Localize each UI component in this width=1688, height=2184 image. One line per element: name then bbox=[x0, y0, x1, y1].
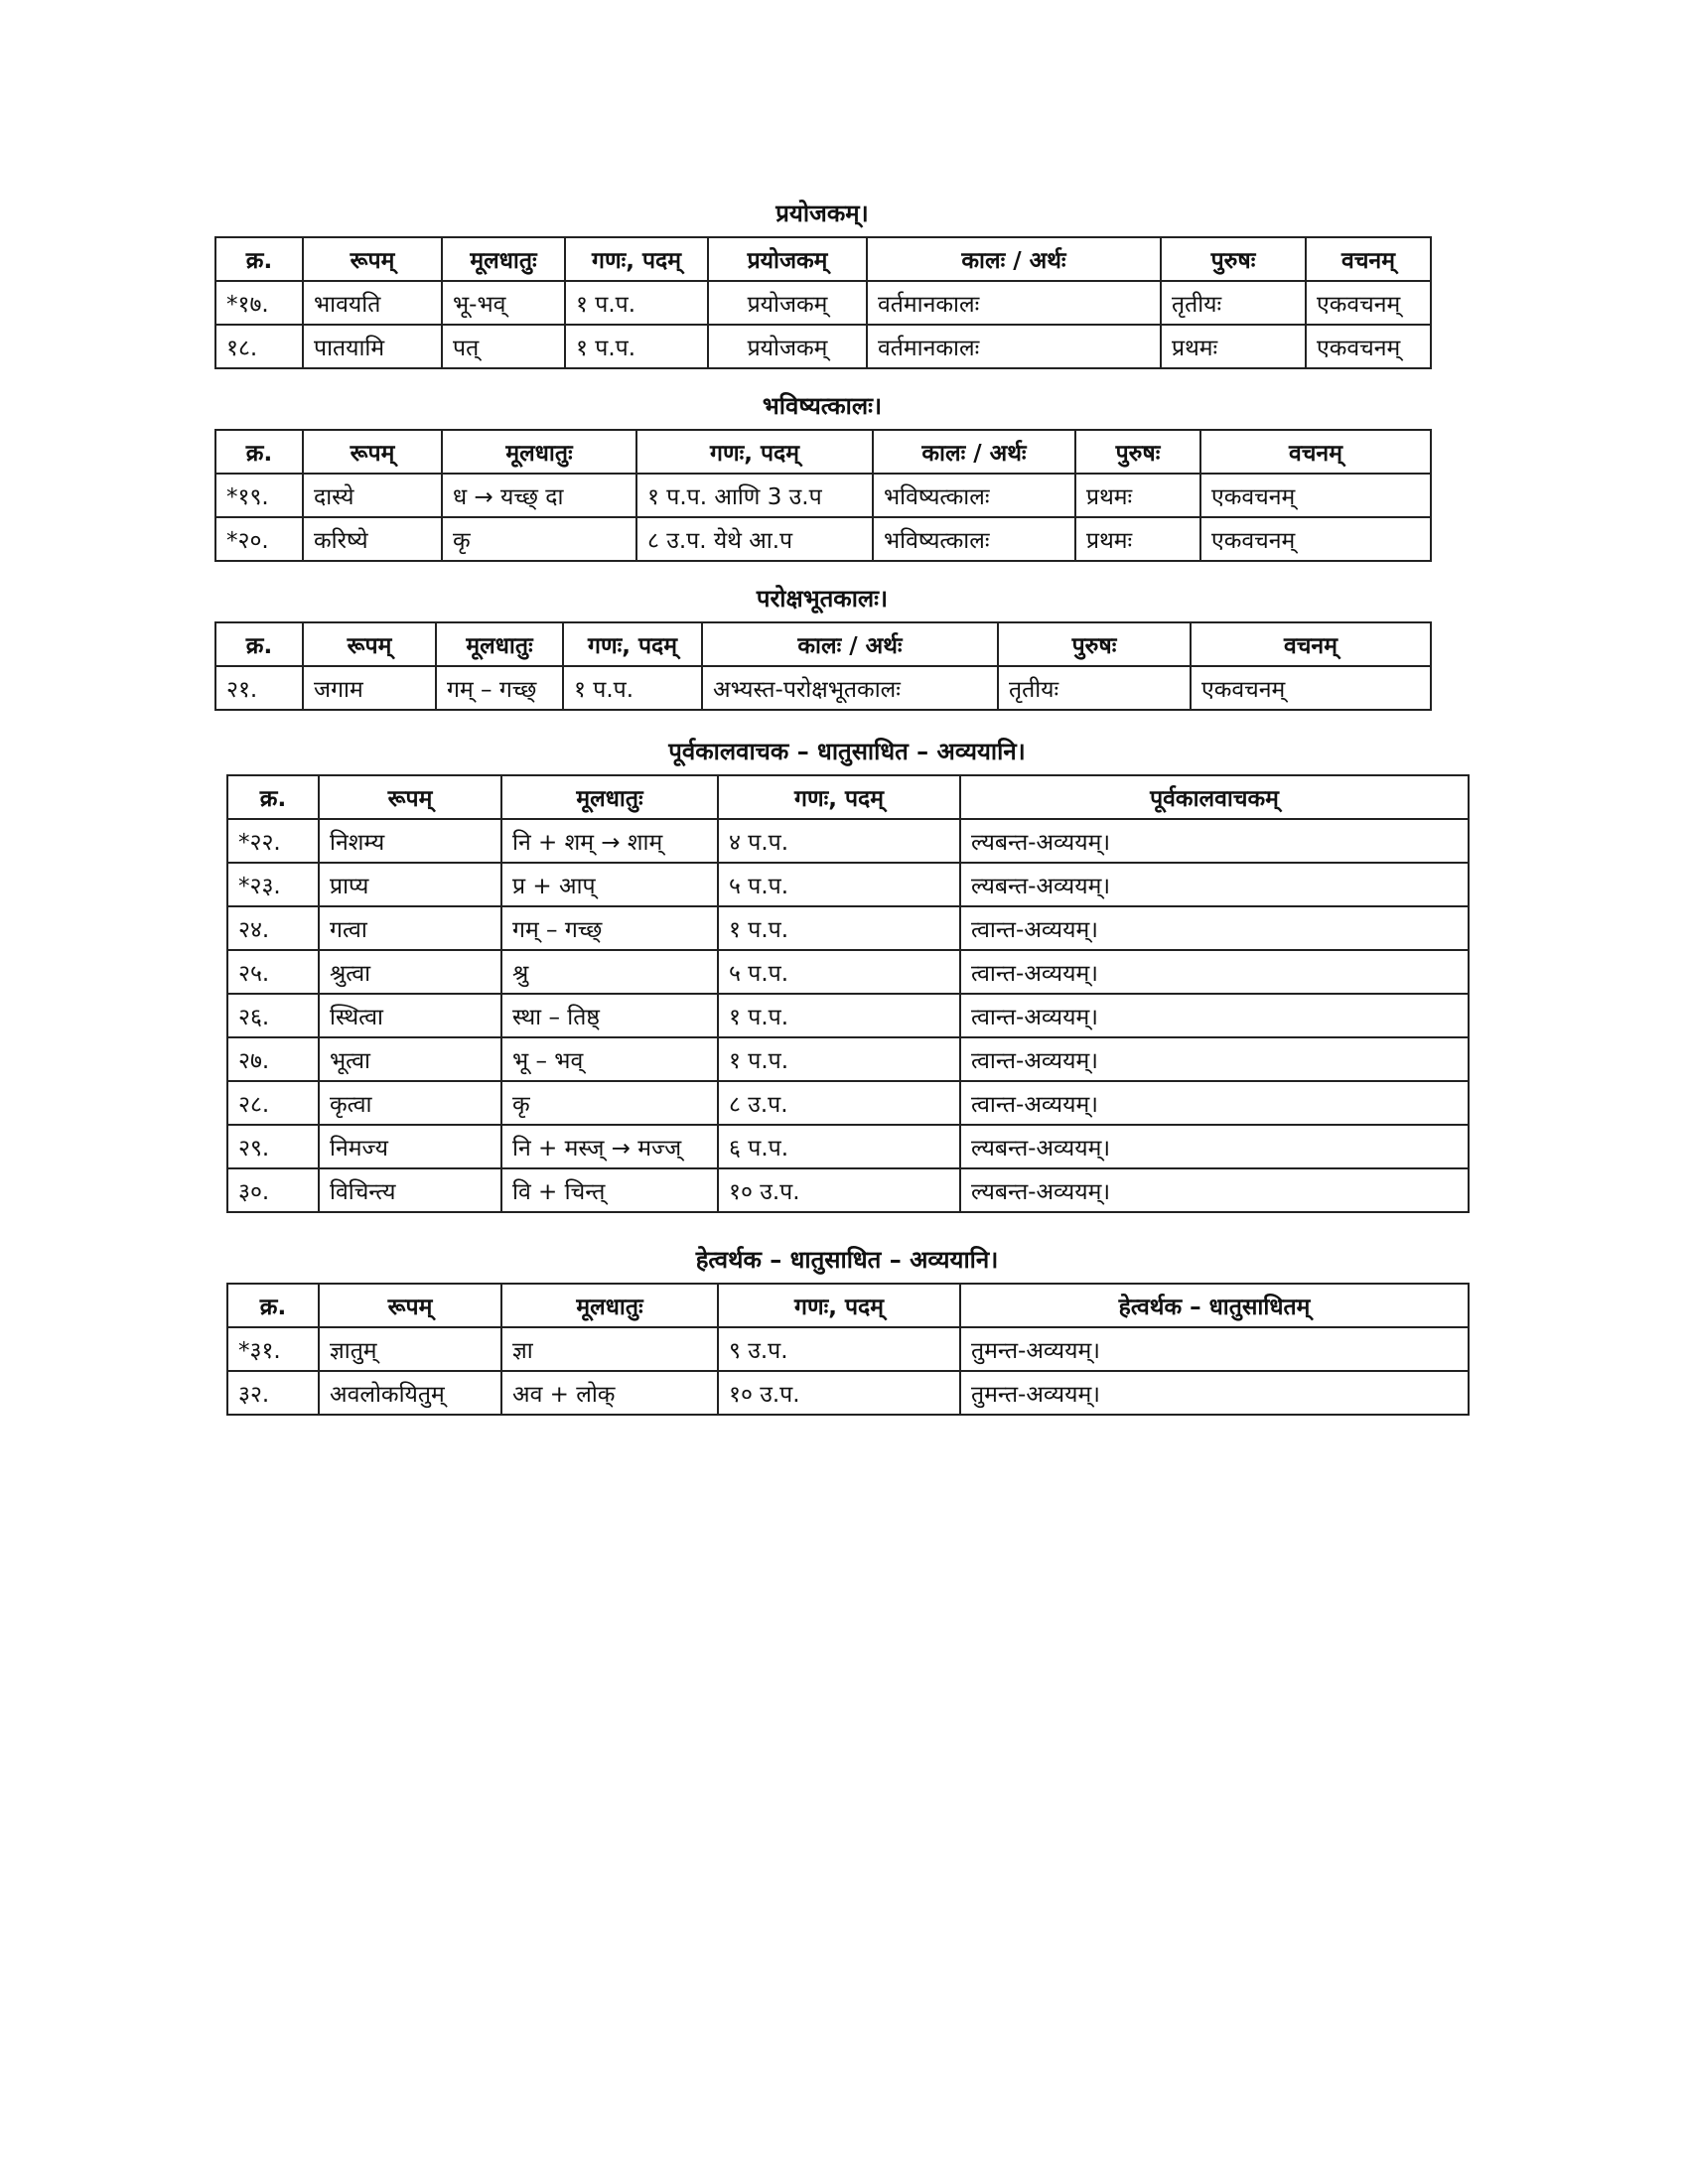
cell-form: करिष्ये bbox=[303, 517, 442, 561]
cell-form: कृत्वा bbox=[319, 1081, 501, 1125]
cell-type: ल्यबन्त-अव्ययम्। bbox=[960, 1125, 1469, 1168]
cell-root: वि + चिन्त् bbox=[501, 1168, 718, 1212]
column-header: मूलधातुः bbox=[442, 430, 636, 474]
cell-number: *३१. bbox=[227, 1327, 319, 1371]
column-header: गणः, पदम् bbox=[718, 1284, 960, 1327]
section-title: प्रयोजकम्। bbox=[775, 200, 869, 227]
cell-type: त्वान्त-अव्ययम्। bbox=[960, 1037, 1469, 1081]
header-row bbox=[227, 1284, 1469, 1327]
cell-number: २९. bbox=[227, 1125, 319, 1168]
cell-form: निमज्य bbox=[319, 1125, 501, 1168]
cell-class: ९ उ.प. bbox=[718, 1327, 960, 1371]
cell-root: भू-भव् bbox=[442, 281, 565, 325]
cell-form: प्राप्य bbox=[319, 863, 501, 906]
column-header: पुरुषः bbox=[1161, 237, 1306, 281]
column-header: गणः, पदम् bbox=[565, 237, 708, 281]
column-header: क्र. bbox=[215, 237, 303, 281]
cell-number-grammar: एकवचनम् bbox=[1306, 325, 1431, 368]
cell-number: २५. bbox=[227, 950, 319, 994]
cell-number-grammar: एकवचनम् bbox=[1200, 517, 1431, 561]
cell-person: तृतीयः bbox=[998, 666, 1191, 710]
cell-type: त्वान्त-अव्ययम्। bbox=[960, 994, 1469, 1037]
column-header: मूलधातुः bbox=[501, 775, 718, 819]
section-prayojakam bbox=[214, 195, 1430, 373]
section-future-tense bbox=[214, 387, 1430, 566]
cell-number: २६. bbox=[227, 994, 319, 1037]
column-header: क्र. bbox=[227, 1284, 319, 1327]
table-row bbox=[227, 1081, 1469, 1125]
table-row bbox=[227, 994, 1469, 1037]
cell-number: *१७. bbox=[215, 281, 303, 325]
column-header: रूपम् bbox=[303, 237, 442, 281]
cell-causative: प्रयोजकम् bbox=[708, 281, 867, 325]
cell-class: १ प.प. bbox=[565, 281, 708, 325]
header-row bbox=[227, 775, 1469, 819]
cell-class: १ प.प. bbox=[718, 1037, 960, 1081]
table-row bbox=[215, 666, 1431, 710]
data-table bbox=[214, 236, 1432, 369]
column-header: कालः / अर्थः bbox=[702, 622, 998, 666]
cell-form: पातयामि bbox=[303, 325, 442, 368]
cell-class: ५ प.प. bbox=[718, 863, 960, 906]
column-header: मूलधातुः bbox=[442, 237, 565, 281]
column-header: प्रयोजकम् bbox=[708, 237, 867, 281]
cell-number: *२०. bbox=[215, 517, 303, 561]
table-row bbox=[227, 1037, 1469, 1081]
cell-class: ५ प.प. bbox=[718, 950, 960, 994]
cell-number: २७. bbox=[227, 1037, 319, 1081]
column-header: वचनम् bbox=[1191, 622, 1431, 666]
cell-class: १० उ.प. bbox=[718, 1168, 960, 1212]
cell-number: ३२. bbox=[227, 1371, 319, 1415]
column-header: गणः, पदम् bbox=[718, 775, 960, 819]
column-header: वचनम् bbox=[1306, 237, 1431, 281]
column-header: कालः / अर्थः bbox=[873, 430, 1075, 474]
table-row bbox=[215, 474, 1431, 517]
cell-causative: प्रयोजकम् bbox=[708, 325, 867, 368]
section-infinitive bbox=[226, 1241, 1468, 1430]
cell-root: गम् – गच्छ् bbox=[436, 666, 563, 710]
table-row bbox=[227, 1125, 1469, 1168]
table-row bbox=[227, 863, 1469, 906]
cell-root: कृ bbox=[501, 1081, 718, 1125]
cell-class: १० उ.प. bbox=[718, 1371, 960, 1415]
cell-person: तृतीयः bbox=[1161, 281, 1306, 325]
cell-type: तुमन्त-अव्ययम्। bbox=[960, 1327, 1469, 1371]
cell-form: जगाम bbox=[303, 666, 436, 710]
cell-type: ल्यबन्त-अव्ययम्। bbox=[960, 1168, 1469, 1212]
cell-person: प्रथमः bbox=[1161, 325, 1306, 368]
cell-type: ल्यबन्त-अव्ययम्। bbox=[960, 863, 1469, 906]
cell-type: त्वान्त-अव्ययम्। bbox=[960, 906, 1469, 950]
cell-tense: अभ्यस्त-परोक्षभूतकालः bbox=[702, 666, 998, 710]
cell-class: १ प.प. bbox=[565, 325, 708, 368]
column-header: रूपम् bbox=[319, 775, 501, 819]
cell-form: भावयति bbox=[303, 281, 442, 325]
cell-root: गम् – गच्छ् bbox=[501, 906, 718, 950]
cell-number: *१९. bbox=[215, 474, 303, 517]
table-row bbox=[227, 950, 1469, 994]
cell-form: निशम्य bbox=[319, 819, 501, 863]
cell-number: ३०. bbox=[227, 1168, 319, 1212]
header-row bbox=[215, 622, 1431, 666]
cell-root: नि + मस्ज् → मज्ज् bbox=[501, 1125, 718, 1168]
cell-root: भू – भव् bbox=[501, 1037, 718, 1081]
cell-number: *२३. bbox=[227, 863, 319, 906]
column-header: वचनम् bbox=[1200, 430, 1431, 474]
cell-form: गत्वा bbox=[319, 906, 501, 950]
column-header: क्र. bbox=[215, 622, 303, 666]
section-title: भविष्यत्कालः। bbox=[762, 392, 883, 420]
cell-tense: भविष्यत्कालः bbox=[873, 517, 1075, 561]
cell-form: दास्ये bbox=[303, 474, 442, 517]
section-past-perfect bbox=[214, 580, 1430, 719]
column-header: गणः, पदम् bbox=[636, 430, 873, 474]
cell-class: १ प.प. bbox=[718, 906, 960, 950]
cell-form: अवलोकयितुम् bbox=[319, 1371, 501, 1415]
cell-tense: भविष्यत्कालः bbox=[873, 474, 1075, 517]
cell-class: ६ प.प. bbox=[718, 1125, 960, 1168]
cell-root: ज्ञा bbox=[501, 1327, 718, 1371]
cell-number-grammar: एकवचनम् bbox=[1191, 666, 1431, 710]
column-header: क्र. bbox=[227, 775, 319, 819]
column-header: पुरुषः bbox=[998, 622, 1191, 666]
table-row bbox=[227, 1327, 1469, 1371]
table-row bbox=[215, 281, 1431, 325]
column-header: कालः / अर्थः bbox=[867, 237, 1161, 281]
cell-person: प्रथमः bbox=[1075, 517, 1200, 561]
column-header: रूपम् bbox=[319, 1284, 501, 1327]
column-header: मूलधातुः bbox=[501, 1284, 718, 1327]
cell-number-grammar: एकवचनम् bbox=[1200, 474, 1431, 517]
section-title: हेत्वर्थक – धातुसाधित – अव्ययानि। bbox=[695, 1246, 999, 1274]
cell-class: ८ उ.प. येथे आ.प bbox=[636, 517, 873, 561]
cell-root: श्रु bbox=[501, 950, 718, 994]
section-title: पूर्वकालवाचक – धातुसाधित – अव्ययानि। bbox=[668, 738, 1026, 765]
header-row bbox=[215, 430, 1431, 474]
cell-class: ८ उ.प. bbox=[718, 1081, 960, 1125]
cell-class: १ प.प. bbox=[563, 666, 702, 710]
column-header: मूलधातुः bbox=[436, 622, 563, 666]
cell-class: १ प.प. आणि 3 उ.प bbox=[636, 474, 873, 517]
cell-class: ४ प.प. bbox=[718, 819, 960, 863]
column-header: क्र. bbox=[215, 430, 303, 474]
table-row bbox=[215, 325, 1431, 368]
cell-type: त्वान्त-अव्ययम्। bbox=[960, 950, 1469, 994]
cell-form: ज्ञातुम् bbox=[319, 1327, 501, 1371]
cell-person: प्रथमः bbox=[1075, 474, 1200, 517]
column-header: हेत्वर्थक – धातुसाधितम् bbox=[960, 1284, 1469, 1327]
cell-number: २८. bbox=[227, 1081, 319, 1125]
cell-root: ध → यच्छ् दा bbox=[442, 474, 636, 517]
cell-root: नि + शम् → शाम् bbox=[501, 819, 718, 863]
cell-type: त्वान्त-अव्ययम्। bbox=[960, 1081, 1469, 1125]
header-row bbox=[215, 237, 1431, 281]
cell-form: स्थित्वा bbox=[319, 994, 501, 1037]
cell-form: श्रुत्वा bbox=[319, 950, 501, 994]
data-table bbox=[226, 774, 1470, 1213]
cell-root: प्र + आप् bbox=[501, 863, 718, 906]
cell-number: २१. bbox=[215, 666, 303, 710]
column-header: रूपम् bbox=[303, 430, 442, 474]
cell-root: अव + लोक् bbox=[501, 1371, 718, 1415]
table-row bbox=[215, 517, 1431, 561]
column-header: रूपम् bbox=[303, 622, 436, 666]
cell-form: भूत्वा bbox=[319, 1037, 501, 1081]
section-title: परोक्षभूतकालः। bbox=[756, 585, 889, 613]
column-header: पूर्वकालवाचकम् bbox=[960, 775, 1469, 819]
table-row bbox=[227, 1371, 1469, 1415]
data-table bbox=[214, 621, 1432, 711]
cell-type: तुमन्त-अव्ययम्। bbox=[960, 1371, 1469, 1415]
cell-number: *२२. bbox=[227, 819, 319, 863]
cell-class: १ प.प. bbox=[718, 994, 960, 1037]
data-table bbox=[214, 429, 1432, 562]
cell-form: विचिन्त्य bbox=[319, 1168, 501, 1212]
cell-number: १८. bbox=[215, 325, 303, 368]
table-row bbox=[227, 819, 1469, 863]
cell-number-grammar: एकवचनम् bbox=[1306, 281, 1431, 325]
table-row bbox=[227, 1168, 1469, 1212]
table-row bbox=[227, 906, 1469, 950]
cell-tense: वर्तमानकालः bbox=[867, 281, 1161, 325]
cell-root: पत् bbox=[442, 325, 565, 368]
cell-tense: वर्तमानकालः bbox=[867, 325, 1161, 368]
cell-type: ल्यबन्त-अव्ययम्। bbox=[960, 819, 1469, 863]
column-header: पुरुषः bbox=[1075, 430, 1200, 474]
data-table bbox=[226, 1283, 1470, 1416]
cell-root: स्था – तिष्ठ् bbox=[501, 994, 718, 1037]
section-gerund bbox=[226, 733, 1468, 1229]
cell-number: २४. bbox=[227, 906, 319, 950]
cell-root: कृ bbox=[442, 517, 636, 561]
column-header: गणः, पदम् bbox=[563, 622, 702, 666]
